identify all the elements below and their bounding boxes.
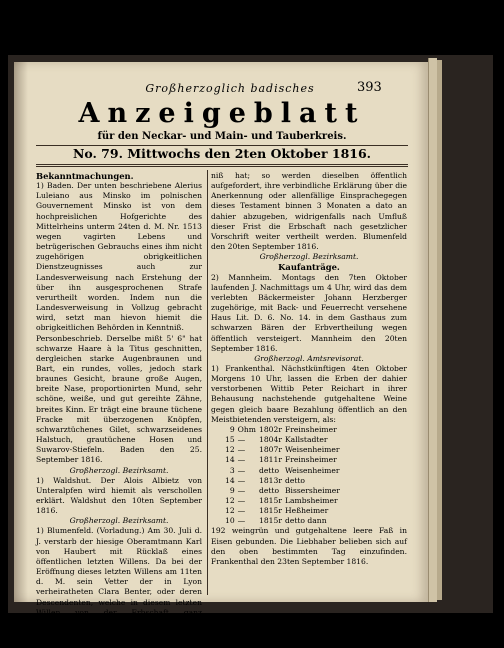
table-cell: Weisenheimer bbox=[284, 465, 340, 475]
table-cell: 1815r bbox=[259, 496, 282, 505]
table-row bbox=[225, 445, 343, 455]
table-cell: — bbox=[237, 475, 246, 485]
table-cell: 12 bbox=[225, 506, 235, 516]
table-cell: Ohm bbox=[237, 424, 256, 434]
table-cell: detto dann bbox=[284, 516, 327, 526]
page-number: 393 bbox=[357, 80, 382, 95]
table-cell: Kallstadter bbox=[284, 435, 328, 445]
table-cell: — bbox=[237, 445, 246, 455]
table-cell: — bbox=[237, 506, 246, 516]
table-row bbox=[225, 486, 343, 496]
notice-text: 192 weingrün und gutgehaltene leere Faß in Eisen gebunden. Die Liebhaber belieben sich auf den oben bestimmten Tag einzufinden. Frankenthal den 23ten September 1816. bbox=[211, 526, 407, 566]
divider bbox=[36, 164, 408, 165]
signature: Großherzogl. Amtsrevisorat. bbox=[254, 353, 364, 363]
notice-text: niß hat; so werden dieselben öffentlich aufgefordert, ihre verbindliche Erklärung über die Anerkennung oder allenfällige Einsprachegegen dieses Testament binnen 3 Monaten a dato an dahier abzugeben, widrigenfalls nach Umfluß dieser Frist die Erbschaft nach gesetzlicher Vorschrift weiter vertheilt werden. Blumenfeld den 20ten September 1816. bbox=[211, 171, 407, 252]
table-row bbox=[225, 506, 343, 516]
table-cell: Heßheimer bbox=[284, 506, 329, 516]
table-cell: 1807r bbox=[259, 445, 282, 455]
table-cell: 10 bbox=[225, 516, 235, 526]
table-row bbox=[225, 516, 343, 526]
table-cell: 1813r bbox=[259, 475, 282, 485]
signature: Großherzogl. Bezirksamt. bbox=[69, 465, 169, 475]
signature: Großherzogl. Bezirksamt. bbox=[69, 516, 169, 526]
table-cell: 14 bbox=[225, 455, 235, 465]
notice-text: 2) Mannheim. Montags den 7ten Oktober laufenden J. Nachmittags um 4 Uhr, wird das dem verlebten Bäckermeister Johann Herzberger zugehörige, mit Back- und Feuerrecht versehene Haus Lit. D. 6. No. 14. in dem Gasthaus zum schwarzen Bären der Erbvertheilung wegen öffentlich versteigert. Mannheim den 20ten September 1816. bbox=[211, 272, 407, 353]
issue-line: No. 79. Mittwochs den 2ten Oktober 1816. bbox=[72, 146, 372, 161]
notice-text: 1) Blumenfeld. (Vorladung.) Am 30. Juli d. J. verstarb der hiesige Oberamtmann Karl von Haubert mit Rücklaß eines öffentlichen letzten Willens. Da bei der Eröffnung dieses letzten Willens am 11ten d. M. sein Vetter der in Lyon verheiratheten Clara Benter, oder deren Descendenten, welche in diesem letzten Willen von der Erbschaft ganz ausgeschlossen sind, zugegen war, und man von dem Aufenthalt derselben diesseits keine Kennt- bbox=[36, 526, 202, 648]
table-cell: 9 bbox=[229, 485, 235, 495]
table-row bbox=[225, 455, 343, 465]
table-row bbox=[225, 476, 343, 486]
table-cell: 9 bbox=[229, 424, 235, 434]
table-cell: 1811r bbox=[259, 455, 282, 465]
column-divider bbox=[207, 170, 208, 595]
table-cell: Weisenheimer bbox=[284, 445, 340, 455]
table-cell: detto bbox=[259, 485, 280, 495]
table-cell: detto bbox=[259, 465, 280, 475]
section-heading: Kaufanträge. bbox=[278, 262, 340, 273]
table-cell: Freinsheimer bbox=[284, 455, 337, 465]
table-cell: 12 bbox=[225, 445, 235, 455]
table-cell: Lambsheimer bbox=[284, 496, 338, 505]
table-cell: 14 bbox=[225, 475, 235, 485]
notice-text: 1) Waldshut. Der Alois Albietz von Unteralpfen wird hiemit als verschollen erklärt. Waldshut den 10ten September 1816. bbox=[36, 475, 202, 516]
table-cell: 12 bbox=[225, 496, 235, 505]
table-cell: — bbox=[237, 465, 246, 475]
right-column bbox=[211, 171, 407, 567]
table-cell: Freinsheimer bbox=[284, 424, 337, 434]
section-heading: Bekanntmachungen. bbox=[36, 171, 134, 181]
table-cell: Bissersheimer bbox=[284, 485, 340, 495]
table-row bbox=[225, 425, 343, 435]
signature: Großherzogl. Bezirksamt. bbox=[259, 252, 359, 262]
divider bbox=[36, 166, 408, 167]
notice-text: 1) Baden. Der unten beschriebene Alerius Luleiano aus Minsko im polnischen Gouvernement Minsko ist von dem hochpreislichen Hofgerichte des Mittelrheins unterm 24ten d. M. Nr. 1513 wegen vagirten Lebens und betrügerischen Gebrauchs eines ihm nicht zugehörigen obrigkeitlichen Dienstzeugnisses auch zur Landesverweisung nach Erstehung der über ihn ausgesprochenen Strafe verurtheilt worden. Indem nun die Landesverweisung in Vollzug gebracht wird, setzt man hievon hiemit die obrigkeitlichen Behörden in Kenntniß. bbox=[36, 181, 202, 333]
table-cell: 1804r bbox=[259, 435, 282, 445]
table-row bbox=[225, 496, 343, 506]
table-cell: — bbox=[237, 485, 246, 495]
table-cell: 3 bbox=[229, 465, 235, 475]
notice-text: Personbeschrieb. Derselbe mißt 5' 6" hat schwarze Haare à la Titus geschnitten, dergleichen starke Augenbraunen und Bart, ein rundes, volles, jedoch stark braunes Gesicht, braune große Augen, breite Nase, proportionirten Mund, sehr schöne, weiße, und gut gereihte Zähne, breites Kinn. Er trägt eine braune tüchene Fracke mit überzogenen Knöpfen, schwarztüchenes Gilet, schwarzseidenes Halstuch, grautüchene Hosen und Suwarov-Stiefeln. Baden den 25. September 1816. bbox=[36, 333, 202, 465]
table-row bbox=[225, 435, 343, 445]
table-cell: 1815r bbox=[259, 506, 282, 516]
notice-text: 1) Frankenthal. Nächstkünftigen 4ten Oktober Morgens 10 Uhr, lassen die Erben der dahier verstorbenen Wittib Peter Reichart in ihrer Behausung nachstehende gutgehaltene Weine gegen gleich baare Bezahlung öffentlich an den Meistbietenden versteigern, als: bbox=[211, 363, 407, 424]
page-edge bbox=[428, 58, 437, 602]
left-column bbox=[36, 171, 202, 648]
table-row bbox=[225, 466, 343, 476]
table-cell: — bbox=[237, 435, 246, 445]
page-title: Anzeigeblatt bbox=[78, 98, 366, 129]
wine-table bbox=[225, 425, 343, 527]
super-title: Großherzoglich badisches bbox=[145, 82, 315, 95]
spine-shadow bbox=[14, 62, 28, 602]
subtitle: für den Neckar- und Main- und Tauberkreis. bbox=[97, 131, 347, 142]
table-cell: 1815r bbox=[259, 516, 282, 526]
table-cell: detto bbox=[284, 475, 305, 485]
table-cell: — bbox=[237, 516, 246, 526]
table-cell: 15 bbox=[225, 435, 235, 445]
table-cell: 1802r bbox=[259, 424, 282, 434]
table-cell: — bbox=[237, 496, 246, 505]
table-cell: — bbox=[237, 455, 246, 465]
